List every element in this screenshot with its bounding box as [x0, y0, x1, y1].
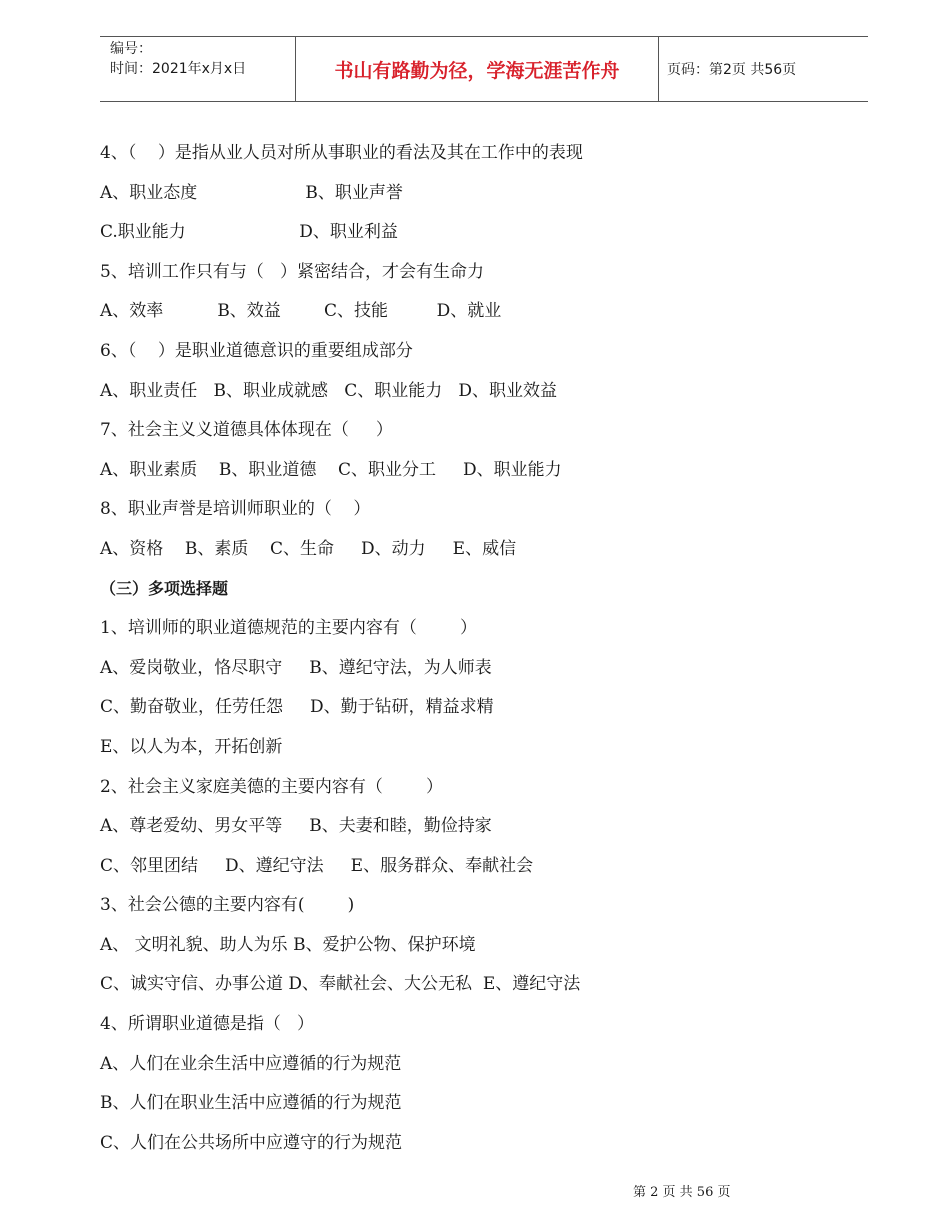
option-line: A、爱岗敬业，恪尽职守 B、遵纪守法，为人师表 [100, 657, 492, 678]
option-line: A、 文明礼貌、助人为乐 B、爱护公物、保护环境 [100, 934, 476, 955]
option-line: C、人们在公共场所中应遵守的行为规范 [100, 1132, 403, 1153]
question-line: 8、职业声誉是培训师职业的（ ） [100, 499, 371, 520]
question-line: 5、培训工作只有与（ ）紧密结合，才会有生命力 [100, 261, 485, 282]
option-line: C、勤奋敬业，任劳任怨 D、勤于钻研，精益求精 [100, 697, 494, 718]
question-line: 4、所谓职业道德是指（ ） [100, 1014, 315, 1035]
option-line: A、资格 B、素质 C、生命 D、动力 E、威信 [100, 538, 517, 559]
question-line: 6、（ ）是职业道德意识的重要组成部分 [100, 340, 413, 361]
document-body [100, 138, 860, 1167]
header-motto: 书山有路勤为径，学海无涯苦作舟 [296, 37, 659, 101]
option-line: A、尊老爱幼、男女平等 B、夫妻和睦，勤俭持家 [100, 816, 492, 837]
page-footer: 第 2 页 共 56 页 [633, 1185, 731, 1200]
question-line: 4、（ ）是指从业人员对所从事职业的看法及其在工作中的表现 [100, 143, 583, 163]
option-line: A、效率 B、效益 C、技能 D、就业 [100, 301, 502, 322]
option-line: E、以人为本，开拓创新 [100, 736, 283, 757]
option-line: A、职业素质 B、职业道德 C、职业分工 D、职业能力 [100, 459, 562, 480]
question-line: 2、社会主义家庭美德的主要内容有（ ） [100, 776, 444, 797]
question-line: 1、培训师的职业道德规范的主要内容有（ ） [100, 618, 478, 639]
page-header [100, 36, 868, 102]
option-line: A、职业态度 B、职业声誉 [100, 182, 403, 203]
header-page-info: 页码：第2页 共56页 [667, 62, 797, 78]
question-line: 3、社会公德的主要内容有( ) [100, 895, 355, 916]
option-line: C、诚实守信、办事公道 D、奉献社会、大公无私 E、遵纪守法 [100, 974, 581, 995]
option-line: C.职业能力 D、职业利益 [100, 222, 398, 243]
option-line: B、人们在职业生活中应遵循的行为规范 [100, 1093, 402, 1114]
option-line: A、人们在业余生活中应遵循的行为规范 [100, 1053, 402, 1074]
serial-label: 编号： [110, 41, 152, 57]
time-label: 时间：2021年x月x日 [110, 61, 247, 77]
question-line: 7、社会主义义道德具体体现在（ ） [100, 420, 393, 441]
header-meta [100, 37, 296, 101]
section-heading: （三）多项选择题 [100, 578, 229, 598]
option-line: C、邻里团结 D、遵纪守法 E、服务群众、奉献社会 [100, 855, 534, 876]
option-line: A、职业责任 B、职业成就感 C、职业能力 D、职业效益 [100, 380, 558, 401]
